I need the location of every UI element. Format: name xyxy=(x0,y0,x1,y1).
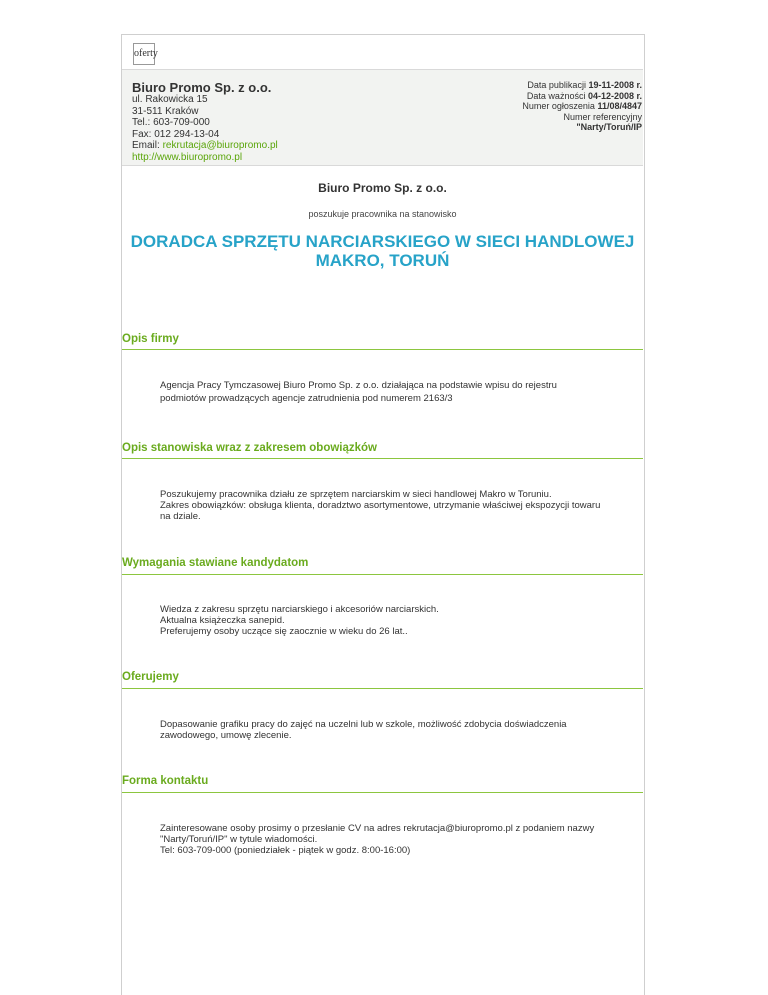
employer-contact xyxy=(132,94,278,163)
job-position-title xyxy=(122,232,643,270)
phone-number: Tel.: 603-709-000 xyxy=(132,117,210,128)
company-heading: Biuro Promo Sp. z o.o. xyxy=(318,181,447,195)
email-row xyxy=(132,140,278,152)
position-line-1: DORADCA SPRZĘTU NARCIARSKIEGO W SIECI HANDLOWEJ xyxy=(130,232,635,251)
section-text-contact xyxy=(160,823,640,856)
expiry-date-label: Data ważności xyxy=(526,90,588,101)
reference-label: Numer referencyjny xyxy=(563,111,642,122)
section-title-requirements: Wymagania stawiane kandydatom xyxy=(122,557,309,569)
employer-name: Biuro Promo Sp. z o.o. xyxy=(132,80,272,95)
section-title-job: Opis stanowiska wraz z zakresem obowiązków xyxy=(122,442,378,454)
publication-date-label: Data publikacji xyxy=(527,80,589,90)
ad-number-row xyxy=(522,101,642,112)
text-line: Poszukujemy pracownika działu ze sprzętem narciarskim w sieci handlowej Makro w Toruniu. xyxy=(160,489,552,500)
text-line: zawodowego, umowę zlecenie. xyxy=(160,730,292,741)
ad-number: 11/08/4847 xyxy=(597,101,642,111)
section-divider xyxy=(122,792,643,793)
section-title-contact: Forma kontaktu xyxy=(122,775,209,787)
address-city: 31-511 Kraków xyxy=(132,105,199,117)
publication-date-row xyxy=(522,80,642,91)
text-line: Preferujemy osoby uczące się zaocznie w wieku do 26 lat.. xyxy=(160,626,408,637)
section-divider xyxy=(122,688,643,689)
expiry-date: 04-12-2008 r. xyxy=(587,90,642,101)
section-title-offer: Oferujemy xyxy=(122,671,179,683)
section-text-job xyxy=(160,489,640,522)
publication-date: 19-11-2008 r. xyxy=(588,80,642,90)
ad-number-label: Numer ogłoszenia xyxy=(522,101,598,111)
website-link[interactable]: http://www.biuropromo.pl xyxy=(132,151,243,163)
address-street: ul. Rakowicka 15 xyxy=(132,94,208,105)
email-label: Email: xyxy=(132,140,163,151)
text-line: Zainteresowane osoby prosimy o przesłanie CV na adres rekrutacja@biuropromo.pl z podaniem nazwy xyxy=(160,823,595,834)
text-line: Tel: 603-709-000 (poniedziałek - piątek w godz. 8:00-16:00) xyxy=(160,845,411,856)
section-divider xyxy=(122,574,643,575)
text-line: na dziale. xyxy=(160,511,201,522)
text-line: Aktualna książeczka sanepid. xyxy=(160,615,285,626)
text-line: Dopasowanie grafiku pracy do zajęć na uczelni lub w szkole, możliwość zdobycia doświadczenia xyxy=(160,719,567,730)
text-line: Wiedza z zakresu sprzętu narciarskiego i akcesoriów narciarskich. xyxy=(160,604,439,615)
publication-info xyxy=(522,80,642,133)
section-divider xyxy=(122,349,643,350)
fax-number: Fax: 012 294-13-04 xyxy=(132,128,220,140)
section-title-company: Opis firmy xyxy=(122,333,179,345)
position-line-2: MAKRO, TORUŃ xyxy=(315,251,450,270)
text-line: Zakres obowiązków: obsługa klienta, doradztwo asortymentowe, utrzymanie właściwej ekspozycji towaru xyxy=(160,500,601,511)
section-text-offer xyxy=(160,719,640,741)
section-text-company xyxy=(160,380,640,404)
expiry-date-row xyxy=(522,91,642,102)
oferty-logo: oferty xyxy=(133,43,155,65)
section-text-requirements xyxy=(160,604,640,637)
section-divider xyxy=(122,458,643,459)
text-line: "Narty/Toruń/IP" w tytule wiadomości. xyxy=(160,834,318,845)
email-link[interactable]: rekrutacja@biuropromo.pl xyxy=(162,140,278,151)
seeking-text: poszukuje pracownika na stanowisko xyxy=(308,209,457,219)
reference-number: "Narty/Toruń/IP xyxy=(576,122,642,132)
text-line: Agencja Pracy Tymczasowej Biuro Promo Sp. z o.o. działająca na podstawie wpisu do rejestru xyxy=(160,380,557,391)
text-line: podmiotów prowadzących agencje zatrudnienia pod numerem 2163/3 xyxy=(160,393,453,404)
